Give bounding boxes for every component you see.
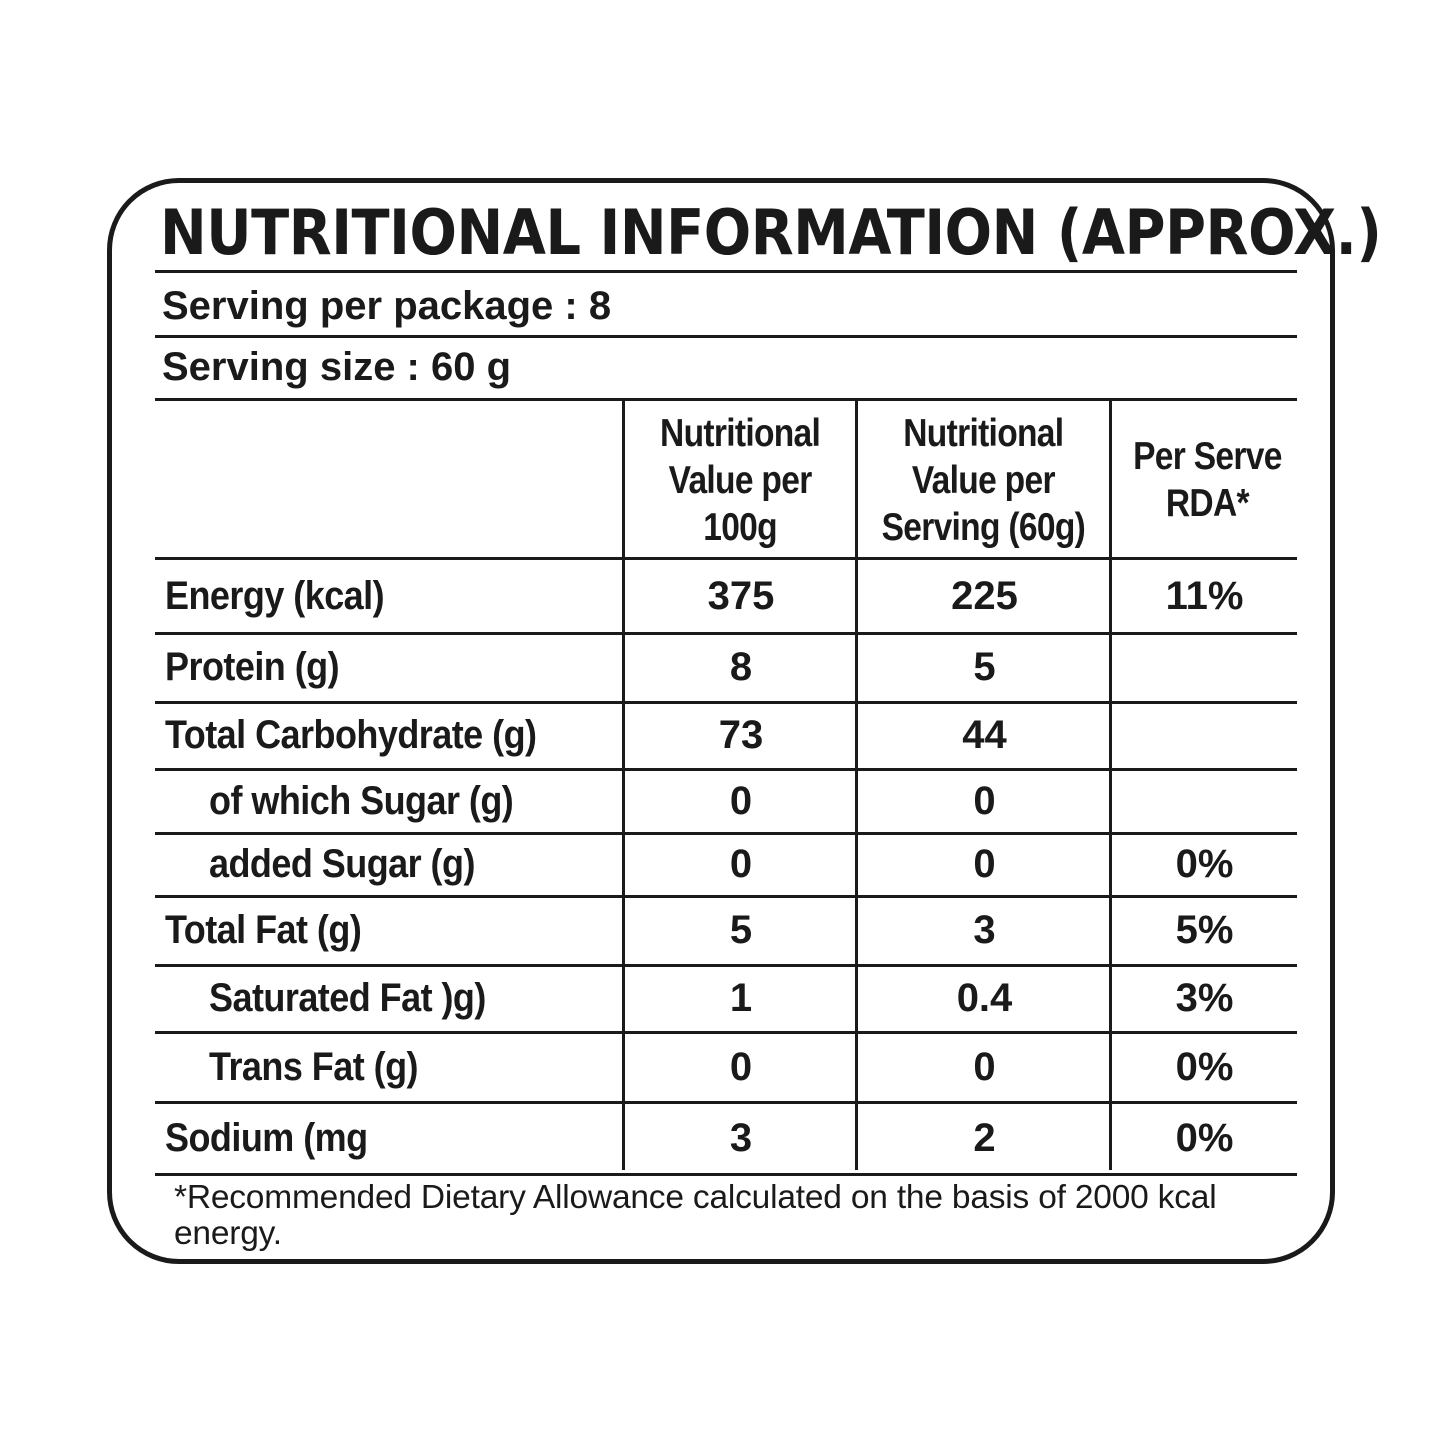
table-row — [155, 834, 1297, 895]
value-per-100g: 0 — [729, 1044, 753, 1089]
rda-percent: 0% — [1175, 1044, 1234, 1089]
value-per-serving: 5 — [973, 645, 996, 689]
value-per-100g: 5 — [729, 908, 753, 952]
footnote: *Recommended Dietary Allowance calculated on the basis of 2000 kcal energy. — [174, 1179, 1217, 1252]
value-per-serving: 44 — [962, 713, 1007, 757]
table-row — [155, 897, 1297, 964]
value-per-serving: 225 — [951, 573, 1018, 618]
rda-percent: 3% — [1175, 976, 1234, 1020]
nutrient-name: Protein (g) — [165, 645, 340, 689]
value-per-100g: 1 — [729, 976, 753, 1020]
nutrient-name: Total Carbohydrate (g) — [165, 713, 537, 757]
value-per-serving: 0 — [973, 1044, 996, 1089]
column-header-rda: Per Serve RDA* — [1132, 435, 1282, 525]
rda-percent — [1112, 634, 1297, 701]
value-per-100g: 0 — [729, 842, 753, 886]
value-per-100g: 0 — [729, 778, 753, 823]
table-top-rule — [155, 398, 1297, 401]
column-header-per-serving: Nutritional Value per Serving (60g) — [881, 411, 1086, 549]
rda-percent — [1112, 770, 1297, 832]
rda-percent: 0% — [1175, 1115, 1234, 1160]
value-per-100g: 3 — [729, 1115, 753, 1160]
value-per-serving: 3 — [973, 908, 996, 952]
value-per-serving: 0 — [973, 842, 996, 886]
nutrient-name: added Sugar (g) — [209, 842, 475, 886]
nutrient-name: of which Sugar (g) — [209, 778, 514, 823]
rda-percent: 0% — [1175, 842, 1234, 886]
value-per-serving: 2 — [973, 1115, 996, 1160]
value-per-100g: 8 — [729, 645, 753, 689]
serving-size: Serving size : 60 g — [162, 345, 512, 389]
table-row — [155, 966, 1297, 1031]
value-per-serving: 0 — [973, 778, 996, 823]
value-per-serving: 0.4 — [956, 976, 1013, 1020]
divider — [155, 270, 1297, 273]
value-per-100g: 375 — [707, 573, 775, 618]
rda-percent — [1112, 703, 1297, 768]
value-per-100g: 73 — [718, 713, 764, 757]
nutrient-name: Energy (kcal) — [165, 573, 385, 618]
table-row — [155, 634, 1297, 701]
table-row — [155, 703, 1297, 768]
column-header-per-100g: Nutritional Value per 100g — [659, 411, 821, 549]
label-title: NUTRITIONAL INFORMATION (APPROX.) — [160, 196, 1382, 269]
nutrient-name: Saturated Fat )g) — [209, 976, 486, 1020]
rda-percent: 5% — [1175, 908, 1234, 952]
row-rule — [155, 1173, 1297, 1176]
table-row — [155, 1103, 1297, 1173]
serving-per-package: Serving per package : 8 — [162, 284, 612, 328]
nutrient-name: Trans Fat (g) — [209, 1044, 419, 1089]
nutrient-name: Sodium (mg — [165, 1115, 368, 1160]
table-row — [155, 1033, 1297, 1101]
nutrient-name: Total Fat (g) — [165, 908, 362, 952]
table-row — [155, 770, 1297, 832]
table-row — [155, 560, 1297, 632]
rda-percent: 11% — [1165, 573, 1244, 618]
